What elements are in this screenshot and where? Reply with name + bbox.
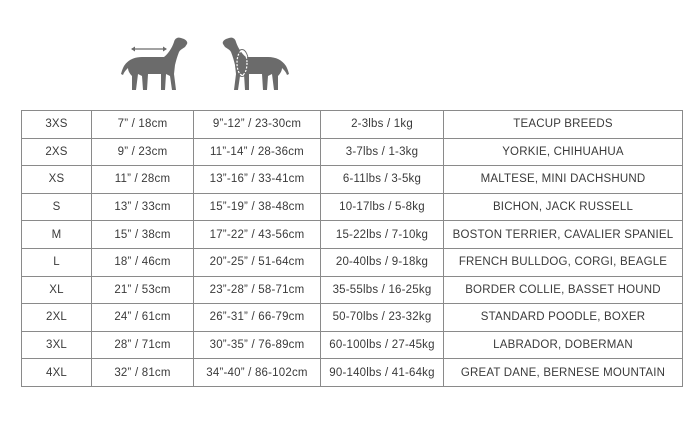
table-row	[22, 359, 683, 387]
back-length-cell: 15” / 38cm	[92, 221, 194, 249]
breeds-cell: YORKIE, CHIHUAHUA	[444, 138, 683, 166]
table-row	[22, 276, 683, 304]
size-cell: 3XS	[22, 111, 92, 139]
table-row	[22, 221, 683, 249]
back-length-cell: 11” / 28cm	[92, 166, 194, 194]
chest-girth-cell: 17”-22” / 43-56cm	[194, 221, 321, 249]
breeds-cell: BORDER COLLIE, BASSET HOUND	[444, 276, 683, 304]
chest-girth-cell: 11”-14” / 28-36cm	[194, 138, 321, 166]
chest-girth-cell: 13”-16” / 33-41cm	[194, 166, 321, 194]
table-row	[22, 111, 683, 139]
back-length-cell: 18” / 46cm	[92, 248, 194, 276]
dog-back-length-icon	[121, 38, 187, 90]
chest-girth-cell: 23”-28” / 58-71cm	[194, 276, 321, 304]
size-cell: XL	[22, 276, 92, 304]
chest-girth-cell: 9”-12” / 23-30cm	[194, 111, 321, 139]
size-cell: 2XL	[22, 304, 92, 332]
breeds-cell: MALTESE, MINI DACHSHUND	[444, 166, 683, 194]
table-row	[22, 304, 683, 332]
weight-cell: 3-7lbs / 1-3kg	[321, 138, 444, 166]
size-chart-table	[21, 110, 683, 387]
dog-chest-girth-icon	[223, 38, 289, 90]
breeds-cell: STANDARD POODLE, BOXER	[444, 304, 683, 332]
weight-cell: 10-17lbs / 5-8kg	[321, 193, 444, 221]
weight-cell: 20-40lbs / 9-18kg	[321, 248, 444, 276]
table-row	[22, 166, 683, 194]
size-cell: XS	[22, 166, 92, 194]
breeds-cell: FRENCH BULLDOG, CORGI, BEAGLE	[444, 248, 683, 276]
back-length-cell: 32” / 81cm	[92, 359, 194, 387]
breeds-cell: LABRADOR, DOBERMAN	[444, 331, 683, 359]
back-length-cell: 28” / 71cm	[92, 331, 194, 359]
breeds-cell: BOSTON TERRIER, CAVALIER SPANIEL	[444, 221, 683, 249]
weight-cell: 6-11lbs / 3-5kg	[321, 166, 444, 194]
back-length-cell: 21” / 53cm	[92, 276, 194, 304]
breeds-cell: GREAT DANE, BERNESE MOUNTAIN	[444, 359, 683, 387]
size-cell: M	[22, 221, 92, 249]
size-cell: 2XS	[22, 138, 92, 166]
size-cell: 4XL	[22, 359, 92, 387]
chest-girth-cell: 15”-19” / 38-48cm	[194, 193, 321, 221]
size-cell: S	[22, 193, 92, 221]
chest-girth-cell: 34”-40” / 86-102cm	[194, 359, 321, 387]
table-row	[22, 138, 683, 166]
table-row	[22, 193, 683, 221]
chest-girth-cell: 30”-35” / 76-89cm	[194, 331, 321, 359]
size-chart-body	[22, 111, 683, 387]
chest-girth-cell: 20”-25” / 51-64cm	[194, 248, 321, 276]
weight-cell: 50-70lbs / 23-32kg	[321, 304, 444, 332]
back-length-cell: 7” / 18cm	[92, 111, 194, 139]
weight-cell: 15-22lbs / 7-10kg	[321, 221, 444, 249]
measurement-illustration	[120, 30, 290, 100]
size-cell: 3XL	[22, 331, 92, 359]
breeds-cell: BICHON, JACK RUSSELL	[444, 193, 683, 221]
weight-cell: 2-3lbs / 1kg	[321, 111, 444, 139]
size-cell: L	[22, 248, 92, 276]
back-length-cell: 9” / 23cm	[92, 138, 194, 166]
back-length-cell: 13” / 33cm	[92, 193, 194, 221]
table-row	[22, 248, 683, 276]
weight-cell: 35-55lbs / 16-25kg	[321, 276, 444, 304]
chest-girth-cell: 26”-31” / 66-79cm	[194, 304, 321, 332]
weight-cell: 90-140lbs / 41-64kg	[321, 359, 444, 387]
breeds-cell: TEACUP BREEDS	[444, 111, 683, 139]
back-length-cell: 24” / 61cm	[92, 304, 194, 332]
table-row	[22, 331, 683, 359]
weight-cell: 60-100lbs / 27-45kg	[321, 331, 444, 359]
